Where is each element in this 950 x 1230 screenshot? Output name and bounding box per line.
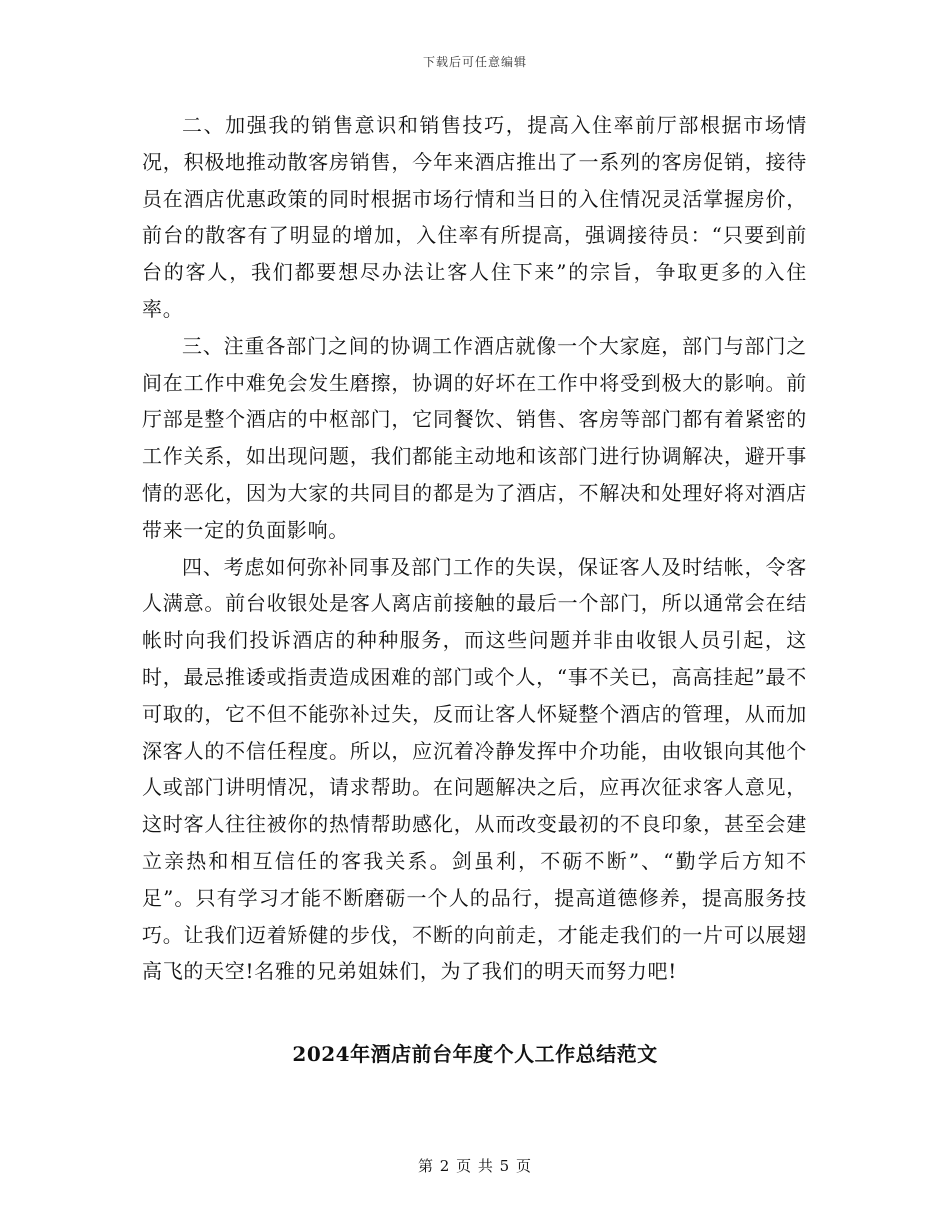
page-header: 下载后可任意编辑 (422, 55, 527, 69)
paragraph-remedy: 四、考虑如何弥补同事及部门工作的失误，保证客人及时结帐，令客人满意。前台收银处是客人离店前接触的最后一个部门，所以通常会在结帐时向我们投诉酒店的种种服务，而这些问题并非由收银人员引起，这时，最忌推诿或指责造成困难的部门或个人，“事不关已，高高挂起”最不可取的，它不但不能弥补过失，反而让客人怀疑整个酒店的管理，从而加深客人的不信任程度。所以，应沉着冷静发挥中介功能，由收银向其他个人或部门讲明情况，请求帮助。在问题解决之后，应再次征求客人意见，这时客人往往被你的热情帮助感化，从而改变最初的不良印象，甚至会建立亲热和相互信任的客我关系。剑虽利，不砺不断”、“勤学后方知不足”。只有学习才能不断磨砺一个人的品行，提高道德修养，提高服务技巧。让我们迈着矫健的步伐，不断的向前走，才能走我们的一片可以展翅高飞的天空!名雅的兄弟姐妹们，为了我们的明天而努力吧! (142, 554, 807, 984)
document-body (142, 107, 807, 990)
paragraph-sales: 二、加强我的销售意识和销售技巧，提高入住率前厅部根据市场情况，积极地推动散客房销售，今年来酒店推出了一系列的客房促销，接待员在酒店优惠政策的同时根据市场行情和当日的入住情况灵活掌握房价，前台的散客有了明显的增加，入住率有所提高，强调接待员：“只要到前台的客人，我们都要想尽办法让客人住下来”的宗旨，争取更多的入住率。 (142, 113, 807, 321)
paragraph-coordination: 三、注重各部门之间的协调工作酒店就像一个大家庭，部门与部门之间在工作中难免会发生磨擦，协调的好坏在工作中将受到极大的影响。前厅部是整个酒店的中枢部门，它同餐饮、销售、客房等部门都有着紧密的工作关系，如出现问题，我们都能主动地和该部门进行协调解决，避开事情的恶化，因为大家的共同目的都是为了酒店，不解决和处理好将对酒店带来一定的负面影响。 (142, 333, 807, 542)
page-footer: 第 2 页 共 5 页 (418, 1157, 532, 1175)
section-title: 2024年酒店前台年度个人工作总结范文 (292, 1042, 658, 1066)
